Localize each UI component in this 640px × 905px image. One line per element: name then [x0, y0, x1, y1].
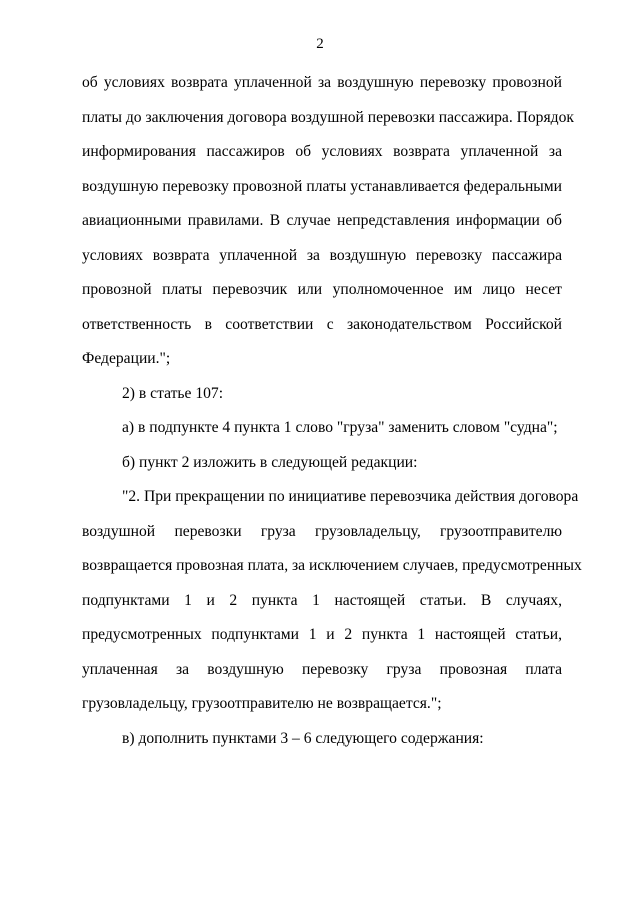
text-line: условиях возврата уплаченной за воздушную перевозку пассажира: [82, 246, 562, 264]
text-line: ответственность в соответствии с законодательством Российской: [82, 315, 562, 333]
text-line: грузовладельцу, грузоотправителю не возвращается.";: [82, 695, 442, 712]
text-line: авиационными правилами. В случае непредставления информации об: [82, 212, 562, 229]
text-line: информирования пассажиров об условиях возврата уплаченной за: [82, 143, 562, 160]
text-line: об условиях возврата уплаченной за воздушную перевозку провозной: [82, 74, 562, 91]
list-item: б) пункт 2 изложить в следующей редакции:: [122, 453, 418, 471]
text-line: провозной платы перевозчик или уполномоченное им лицо несет: [82, 281, 562, 298]
list-item: а) в подпункте 4 пункта 1 слово "груза" заменить словом "судна";: [122, 419, 558, 436]
text-line: платы до заключения договора воздушной перевозки пассажира. Порядок: [82, 108, 574, 126]
list-item: 2) в статье 107:: [122, 384, 224, 402]
document-body: [82, 66, 582, 756]
text-line: "2. При прекращении по инициативе перевозчика действия договора: [122, 488, 579, 505]
page-number: 2: [316, 36, 324, 52]
text-line: подпунктами 1 и 2 пункта 1 настоящей статьи. В случаях,: [82, 591, 562, 609]
text-line: уплаченная за воздушную перевозку груза провозная плата: [82, 660, 562, 678]
text-line: воздушной перевозки груза грузовладельцу, грузоотправителю: [82, 522, 562, 540]
text-line: возвращается провозная плата, за исключением случаев, предусмотренных: [82, 557, 582, 574]
list-item: в) дополнить пунктами 3 – 6 следующего содержания:: [122, 729, 484, 747]
text-line: предусмотренных подпунктами 1 и 2 пункта 1 настоящей статьи,: [82, 626, 562, 643]
text-line: воздушную перевозку провозной платы устанавливается федеральными: [82, 177, 562, 195]
text-line: Федерации.";: [82, 350, 171, 367]
